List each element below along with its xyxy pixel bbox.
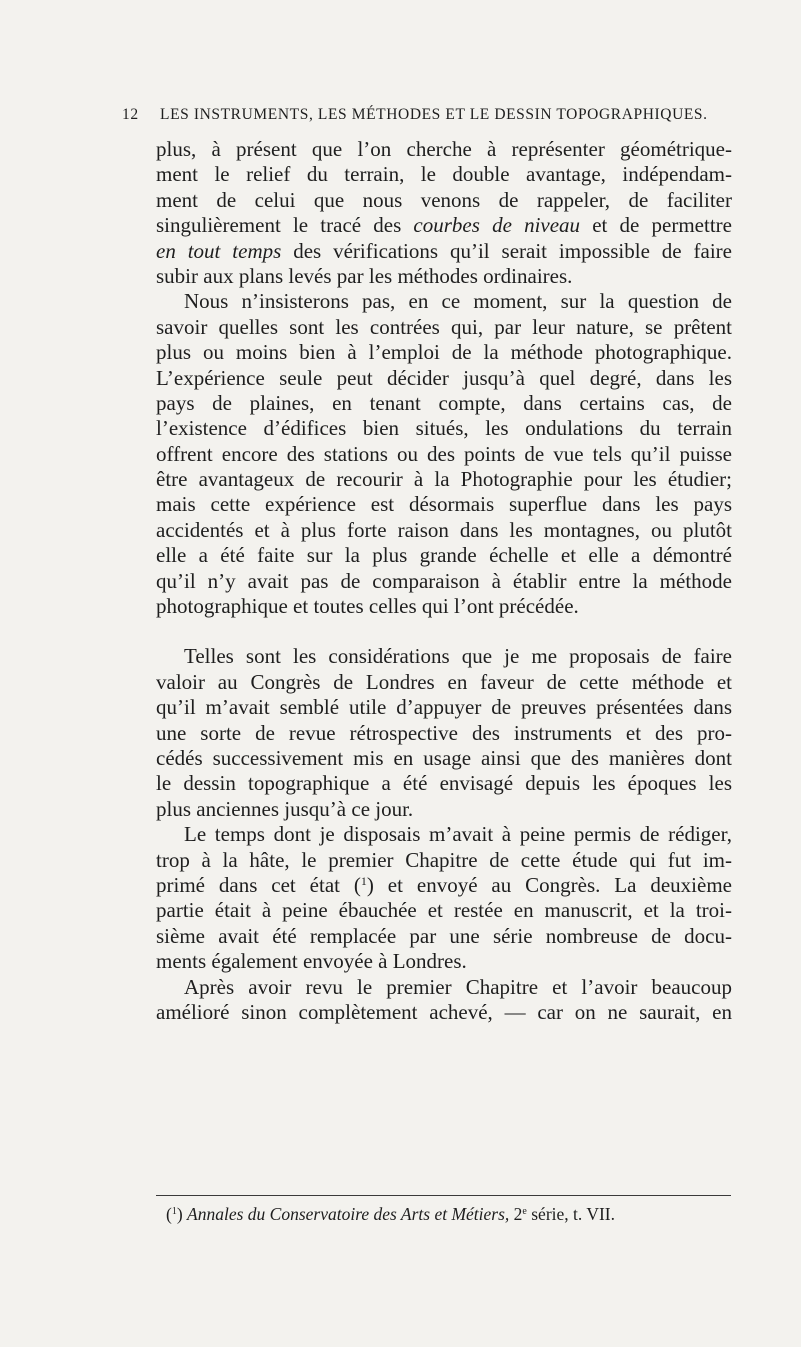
text-line: valoir au Congrès de Londres en faveur de cette méthode et	[156, 669, 732, 694]
text-line	[156, 213, 732, 238]
footnote-series: 2	[509, 1204, 523, 1224]
text-line: ments également envoyée à Londres.	[156, 949, 467, 974]
footnote-rest: série, t. VII.	[526, 1204, 615, 1224]
text-line: plus anciennes jusqu’à ce jour.	[156, 796, 414, 821]
text-line: cédés successivement mis en usage ainsi que des manières dont	[156, 745, 732, 770]
text-line: offrent encore des stations ou des points de vue tels qu’il puisse	[156, 441, 732, 466]
footnote-paren: (	[166, 1204, 172, 1224]
text-line: une sorte de revue rétrospective des instruments et des pro-	[156, 720, 732, 745]
text-run: primé dans cet état (	[156, 872, 361, 897]
paragraph-5	[156, 975, 732, 1026]
text-line: Après avoir revu le premier Chapitre et l’avoir beaucoup	[184, 974, 732, 999]
text-line: elle a été faite sur la plus grande échelle et elle a démontré	[156, 543, 732, 568]
paragraph-2	[156, 289, 732, 619]
footnote	[166, 1204, 615, 1225]
text-run: ) et envoyé au Congrès. La deuxième	[366, 872, 732, 897]
text-run: et de permettre	[580, 213, 732, 238]
text-run: singulièrement le tracé des	[156, 213, 414, 238]
footnote-rule	[156, 1195, 731, 1196]
italic-term: en tout temps	[156, 238, 282, 263]
text-line: plus ou moins bien à l’emploi de la méthode photographique.	[156, 340, 732, 365]
body-text	[156, 137, 732, 1025]
footnote-citation: Annales du Conservatoire des Arts et Métiers,	[187, 1204, 510, 1224]
text-line: amélioré sinon complètement achevé, — car on ne saurait, en	[156, 999, 732, 1024]
text-line: Nous n’insisterons pas, en ce moment, sur la question de	[184, 289, 732, 314]
text-line: Le temps dont je disposais m’avait à peine permis de rédiger,	[184, 822, 732, 847]
footnote-paren: )	[176, 1204, 188, 1224]
paragraph-gap	[156, 619, 732, 644]
page-number: 12	[122, 106, 139, 123]
paragraph-4	[156, 822, 732, 974]
text-line	[156, 239, 732, 264]
text-line: ment le relief du terrain, le double avantage, indépendam-	[156, 162, 732, 187]
text-line: mais cette expérience est désormais superflue dans les pays	[156, 492, 732, 517]
footnote-series-suffix: e	[522, 1206, 527, 1217]
text-line: sième avait été remplacée par une série nombreuse de docu-	[156, 923, 732, 948]
text-line: accidentés et à plus forte raison dans les montagnes, ou plutôt	[156, 517, 732, 542]
footnote-marker: 1	[171, 1206, 177, 1217]
text-line: Telles sont les considérations que je me proposais de faire	[184, 644, 732, 669]
text-line: plus, à présent que l’on cherche à représenter géométrique-	[156, 137, 732, 161]
text-line: photographique et toutes celles qui l’ont précédée.	[156, 594, 579, 619]
text-line: le dessin topographique a été envisagé depuis les époques les	[156, 771, 732, 796]
running-header	[122, 106, 732, 130]
text-line: ment de celui que nous venons de rappeler, de faciliter	[156, 187, 732, 212]
paragraph-3	[156, 644, 732, 822]
running-title: LES INSTRUMENTS, LES MÉTHODES ET LE DESSIN TOPOGRAPHIQUES.	[160, 106, 708, 123]
text-line	[156, 873, 732, 898]
footnote-marker: 1	[360, 873, 367, 888]
text-run: des vérifications qu’il serait impossible de faire	[281, 238, 732, 263]
text-line: partie était à peine ébauchée et restée en manuscrit, et la troi-	[156, 898, 732, 923]
paragraph-1	[156, 137, 732, 289]
text-line: qu’il m’avait semblé utile d’appuyer de preuves présentées dans	[156, 695, 732, 720]
text-line: pays de plaines, en tenant compte, dans certains cas, de	[156, 390, 732, 415]
text-line: qu’il n’y avait pas de comparaison à établir entre la méthode	[156, 568, 732, 593]
text-line: subir aux plans levés par les méthodes ordinaires.	[156, 263, 573, 288]
text-line: être avantageux de recourir à la Photographie pour les étudier;	[156, 467, 732, 492]
text-line: savoir quelles sont les contrées qui, par leur nature, se prêtent	[156, 314, 732, 339]
text-line: L’expérience seule peut décider jusqu’à quel degré, dans les	[156, 365, 732, 390]
text-line: l’existence d’édifices bien situés, les ondulations du terrain	[156, 416, 732, 441]
text-line: trop à la hâte, le premier Chapitre de cette étude qui fut im-	[156, 847, 732, 872]
italic-term: courbes de niveau	[413, 213, 581, 238]
